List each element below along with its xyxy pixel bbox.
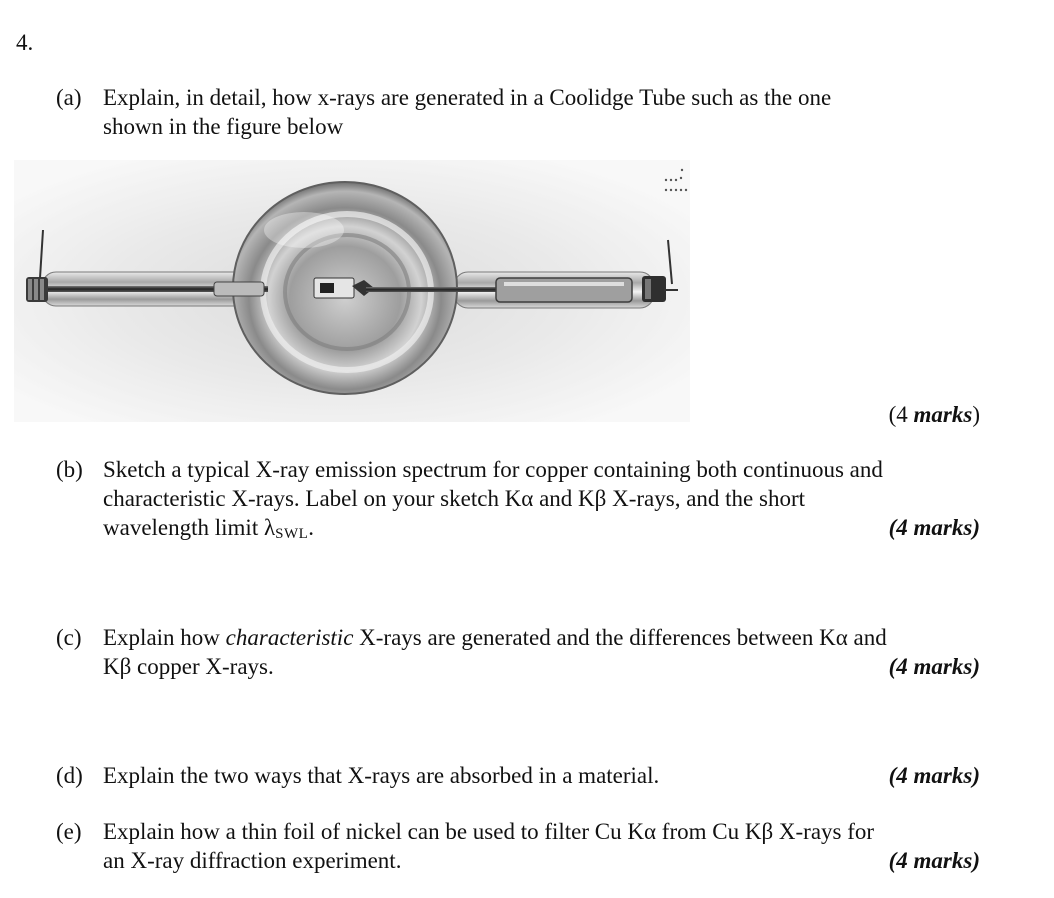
part-d-marks — [889, 761, 980, 790]
part-c-line-1-pre: Explain how — [103, 625, 226, 650]
part-e-marks — [889, 846, 980, 875]
part-a-marks-open: (4 — [888, 402, 914, 427]
part-c-marks — [889, 652, 980, 681]
part-c-line-1-post: X-rays are generated and the differences between Kα and — [353, 625, 887, 650]
part-b-line-3 — [103, 513, 314, 549]
part-d-label: (d) — [56, 763, 83, 788]
part-b-line-1: Sketch a typical X-ray emission spectrum for copper containing both continuous and — [103, 457, 883, 482]
part-b-line-2: characteristic X-rays. Label on your sketch Kα and Kβ X-rays, and the short — [103, 486, 806, 511]
part-a-line-2: shown in the figure below — [103, 114, 344, 139]
part-a-marks — [889, 400, 980, 429]
coolidge-tube-illustration — [14, 160, 690, 422]
part-a-label: (a) — [56, 85, 82, 110]
part-c-line-2: Kβ copper X-rays. — [103, 654, 274, 679]
part-b-line-3-text: wavelength limit λ — [103, 515, 276, 540]
part-e-line-1: Explain how a thin foil of nickel can be used to filter Cu Kα from Cu Kβ X-rays for — [103, 819, 875, 844]
part-c-emphasis: characteristic — [225, 625, 354, 650]
part-a-marks-word: marks — [913, 402, 973, 427]
part-b-subscript: SWL — [275, 526, 309, 542]
part-e-label: (e) — [56, 819, 82, 844]
part-a-marks-close: ) — [972, 402, 980, 427]
part-a-line-1: Explain, in detail, how x-rays are generated in a Coolidge Tube such as the one — [103, 85, 832, 110]
part-b-label: (b) — [56, 457, 83, 482]
part-d-marks-text: (4 marks) — [888, 763, 980, 788]
part-c-marks-text: (4 marks) — [888, 654, 980, 679]
part-c-line-1 — [103, 623, 887, 652]
part-b-marks — [889, 513, 980, 542]
question-number: 4. — [16, 30, 34, 55]
part-c-label: (c) — [56, 625, 82, 650]
part-d-line-1: Explain the two ways that X-rays are absorbed in a material. — [103, 763, 660, 788]
part-b-line-3-end: . — [308, 515, 315, 540]
part-e-line-2: an X-ray diffraction experiment. — [103, 848, 402, 873]
coolidge-tube-figure — [14, 160, 690, 422]
part-b-marks-text: (4 marks) — [888, 515, 980, 540]
part-e-marks-text: (4 marks) — [888, 848, 980, 873]
